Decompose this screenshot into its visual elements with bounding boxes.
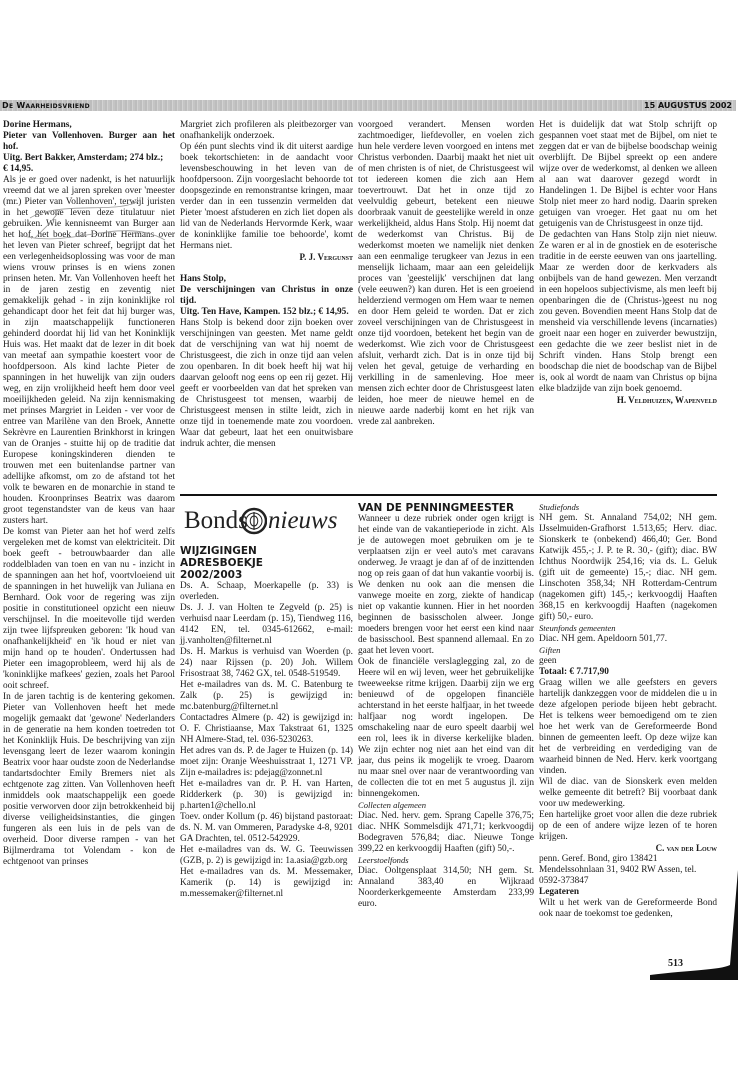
- logo-word-right: nieuws: [268, 507, 338, 534]
- fund-contributions: Diac. Ooltgensplaat 314,50; NH gem. St. Annaland 383,40 en Wijkraad Noorderkerkgemeente Amsterdam 233,99 euro.: [358, 866, 534, 909]
- publication-name: De Waarheidsvriend: [2, 101, 90, 110]
- column-2-top: [180, 120, 353, 450]
- address-change: Het e-mailadres van ds. M. Messemaker, Kamerik (p. 14) is gewijzigd in: m.messemaker@filternet.nl: [180, 867, 353, 899]
- fund-name: Giften: [539, 645, 561, 655]
- address-change: Het adres van ds. P. de Jager te Huizen (p. 14) moet zijn: Oranje Weeshuisstraat 1, 1271 VP. Zijn e-mailadres is: pdejag@zonnet.nl: [180, 746, 353, 778]
- address-change: Ds. A. Schaap, Moerkapelle (p. 33) is overleden.: [180, 581, 353, 602]
- review-title: De verschijningen van Christus in onze tijd.: [180, 285, 353, 306]
- paragraph: Wil de diac. van de Sionskerk even melden welke gemeente dit betreft? Bij voorbaat dank voor uw medewerking.: [539, 777, 717, 809]
- emblem-icon: [241, 507, 267, 535]
- treasurer-signature: C. van der Louw: [655, 843, 717, 853]
- review-signature: H. Veldhuizen, Wapenveld: [616, 395, 717, 405]
- fund-contributions: NH gem. St. Annaland 754,02; NH gem. IJsselmuiden-Grafhorst 1.513,65; Herv. diac. Sionskerk te (onbekend) 466,40; Ger. Bond Katwijk 455,-; J. P. te R. 30,- (gift); diac. BW Ichthus Noordwijk 254,16; via ds. L. Geluk (gift uit de gemeente) 15,-; diac. NH gem. Linschoten 358,34; NH Rotterdam-Centrum (nagekomen gift) 145,-; kerkvoogdij Haaften 368,15 en kerkvoogdij Haaften (nagekomen gift) 50,- euro.: [539, 513, 717, 622]
- paragraph: In de jaren tachtig is de kentering gekomen. Pieter van Vollenhoven heeft het mede mogelijk gemaakt dat 'gewone' Nederlanders in de generatie na hem konden toetreden tot het Koninklijk Huis. De beschrijving van zijn levensgang leert de lezer waarom koningin Beatrix voor haar oudste zoon de Nederlandse tandartsdochter Emily Bremers niet als echtgenote zag zitten. Van Vollenhoven heeft inmiddels ook maatschappelijk een goede positie verworven door zijn betrokkenheid bij diverse veiligheidsinstanties, die gingen fungeren als een luis in de pels van de overheid. Door diverse rampen - van het Bijlmerdrama tot Volendam - kon de echtgenoot van prinses: [3, 692, 175, 867]
- review-signature: P. J. Vergunst: [299, 252, 353, 262]
- section-heading: WIJZIGINGEN ADRESBOEKJE 2002/2003: [180, 545, 263, 581]
- fund-name: Leerstoelfonds: [358, 855, 409, 865]
- column-3-top: [358, 120, 534, 428]
- paragraph: Hans Stolp is bekend door zijn boeken over verschijningen van geesten. Met name geldt dat de verschijning van wat hij noemt de Christusgeest, die zich in onze tijd aan velen zou openbaren. In dit boek heeft hij wat hij daarvan gelooft nog eens op een rij gezet. Hij geeft er voorbeelden van dat het spreken van de Christusgeest tot mensen, waarbij de Christusgeest mensen in stilte leidt, zich in onze tijd in toenemende mate zou voordoen. Waar dat gebeurt, laat het een onuitwisbare indruk achter, die mensen: [180, 318, 353, 449]
- column-4-bottom: [539, 502, 717, 920]
- logo-word-left: Bonds: [184, 507, 248, 534]
- address-change: Het e-mailadres van dr. P. H. van Harten, Ridderkerk (p. 30) is gewijzigd in: p.harten1@chello.nl: [180, 779, 353, 811]
- paragraph: Een hartelijke groet voor allen die deze rubriek op de een of andere wijze lezen of te horen krijgen.: [539, 810, 717, 842]
- fund-contributions: geen: [539, 656, 557, 666]
- paragraph: voorgoed verandert. Mensen worden zachtmoediger, liefdevoller, en voelen zich hun hele verdere leven voorgoed en intens met Christus verbonden. Daarbij maakt het niet uit of men christen is of niet, de Christusgeest wil tot iedereen komen die zich aan Hem toevertrouwt. Dat het in onze tijd zo veelvuldig gebeurt, betekent een nieuwe doorbraak vanuit de geestelijke wereld in onze werkelijkheid, aldus Hans Stolp. Hij noemt dat de wederkomst van Christus. Bij de wederkomst moeten we namelijk niet denken aan een eenmalige terugkeer van Jezus in een menselijk lichaam, maar aan een geleidelijk proces van 'geestelijk' verschijnen dat lang (vele eeuwen?) kan duren. Het is een groeiend helderziend vermogen om Hem waar te nemen en door Hem geleid te worden. Dat er zich zoveel verschijningen van de Christusgeest in onze tijd voordoen, betekent het begin van de wederkomst. Wie zich voor de Christusgeest afsluit, verhardt zich. Dat is in onze tijd bij velen het geval, getuige de verharding en verkilling in de samenleving. Hoe meer mensen zich echter door de Christusgeest laten leiden, hoe meer de nieuwe hemel en de nieuwe aarde naderbij komt en het rijk van vrede zal aanbreken.: [358, 120, 534, 427]
- legaten-heading: Legateren: [539, 887, 580, 897]
- column-3-bottom: [358, 502, 534, 910]
- paragraph: Wilt u het werk van de Gereformeerde Bond ook naar de toekomst toe gedenken,: [539, 898, 717, 919]
- paragraph: Het is duidelijk dat wat Stolp schrijft op gespannen voet staat met de Bijbel, om niet te zeggen dat er van de bijbelse boodschap weinig overblijft. De Bijbel spreekt op een andere wijze over de wederkomst, al denken we alleen al aan wat daarover gezegd wordt in Handelingen 1. De Bijbel is echter voor Hans Stolp niet meer zo hard nodig. Daarin spreken getuigen van vroeger. Het gaat nu om het getuigenis van de Christusgeest in onze tijd.: [539, 120, 717, 229]
- fund-name: Studiefonds: [539, 502, 580, 512]
- address-change: Het e-mailadres van ds. M. C. Batenburg te Zalk (p. 25) is gewijzigd in: mc.batenburg@filternet.nl: [180, 680, 353, 712]
- paragraph: Margriet zich profileren als pleitbezorger van onafhankelijk onderzoek.: [180, 120, 353, 141]
- paragraph: Wanneer u deze rubriek onder ogen krijgt is het einde van de vakantieperiode in zicht. Als je de autowegen moet gebruiken om je te verplaatsen zijn er veel auto's met caravans onderweg. Je vraagt je dan af of de inzittenden nog op reis gaan of dat hun vakantie voorbij is. We denken nu ook aan die mensen die vanwege moeite en zorg, ziekte of handicap niet op vakantie kunnen. Hier in het noorden beginnen de basisscholen alweer. Jonge moeders brengen voor het eerst een kind naar de basisschool. Best spannend allemaal. En zo gaat het leven voort.: [358, 514, 534, 656]
- paragraph: Als je er goed over nadenkt, is het natuurlijk vreemd dat we al jaren spreken over 'meester (mr.) Pieter van Vollenhoven', terwijl juristen in het gewone leven deze titulatuur niet gebruiken. Wie kennisneemt van Burger aan het hof, het boek dat Dorine Hermans over het leven van Pieter schreef, begrijpt dat het een verlegenheidsoplossing was voor de man wiens vrouw prinses is en wiens zonen prinsen heten. Mr. Van Vollenhoven heeft het in de jaren zestig en zeventig niet gemakkelijk gehad - in zijn koninklijke rol gehandicapt door het feit dat hij burger was, in zijn maatschappelijk functioneren gehinderd doordat hij lid van het Koninklijk Huis was. Het maakt dat de lezer in dit boek van meetaf aan sympathie koestert voor de hoofdpersoon. Als kind lachte Pieter de spanningen in het huwelijk van zijn ouders weg, en zijn vrolijkheid heeft hem door veel moeilijkheden geleid. Na zijn kennismaking met prinses Margriet in Leiden - ver voor de entree van Marilène van den Broek, Annette Sekrèvre en Laurentien Brinkhorst in kringen van de Oranjes - stuitte hij op de traditie dat Europese koningskinderen dienden te trouwen met een buitenlandse partner van adellijke afkomst, om zo de afstand tot het volk te bewaren en de monarchie in stand te houden. Kroonprinses Beatrix was daarom groot tegenstandster van de keus van haar zusters hart.: [3, 175, 175, 526]
- column-1: [3, 120, 175, 868]
- fund-name: Collecten algemeen: [358, 800, 427, 810]
- page-curl-shadow: [650, 870, 738, 980]
- fund-contributions: Diac. NH gem. Apeldoorn 501,77.: [539, 634, 668, 644]
- section-divider: [180, 494, 717, 496]
- address-change: Contactadres Almere (p. 42) is gewijzigd in: O. F. Christiaanse, Max Takstraat 61, 1325 NH Almere-Stad, tel. 036-5230263.: [180, 713, 353, 745]
- address-change: Ds. J. J. van Holten te Zegveld (p. 25) is verhuisd naar Leerdam (p. 15), Tiendweg 116, 4142 EN, tel. 0345-612662, e-mail: jj.vanholten@filternet.nl: [180, 603, 353, 646]
- fund-name: Steunfonds gemeenten: [539, 623, 616, 633]
- review-author: Hans Stolp,: [180, 274, 226, 284]
- fund-contributions: Diac. Ned. herv. gem. Sprang Capelle 376,75; diac. NHK Sommelsdijk 471,71; kerkvoogdij Bodegraven 576,84; diac. Nieuwe Tonge 399,22 en kerkvoogdij Haaften (gift) 50,-.: [358, 811, 534, 854]
- paragraph: Graag willen we alle geefsters en gevers hartelijk dankzeggen voor de middelen die u in deze afgelopen periode bijeen hebt gebracht. Het is telkens weer bemoedigend om te zien hoe het werk van de Gereformeerde Bond binnen de gemeenten leeft. Op deze wijze kan het de verbreiding en verdediging van de waarheid binnen de Ned. Herv. kerk voortgang vinden.: [539, 678, 717, 776]
- address-change: Toev. onder Kollum (p. 46) bijstand pastoraat: ds. N. M. van Ommeren, Paradyske 4-8, 9201 GA Drachten, tel. 0512-542929.: [180, 812, 353, 844]
- treasurer-contact: penn. Geref. Bond, giro 138421 Mendelssohnlaan 31, 9402 RW Assen, tel. 0592-373847: [539, 854, 697, 886]
- page-number: 513: [668, 958, 683, 969]
- column-4-top: [539, 120, 717, 406]
- paragraph: Op één punt slechts vind ik dit uiterst aardige boek tekortschieten: in de aandacht voor levensbeschouwing in het leven van de hoofdpersoon. Zijn voorgeslacht behoorde tot doopsgezinde en remonstrantse kringen, maar verder dan in een tussenzin vermelden dat Pieter 'moest afstuderen en zich liet dopen als lid van de Nederlands Hervormde Kerk, waar de koninklijke familie toe behoorde', komt Hermans niet.: [180, 142, 353, 251]
- review-author: Dorine Hermans,: [3, 120, 72, 130]
- running-header: [0, 100, 736, 111]
- review-price: € 14,95.: [3, 164, 34, 174]
- total-amount: Totaal: € 7.717,90: [539, 667, 609, 677]
- bondsnieuws-logo: [182, 505, 342, 537]
- column-2-bottom: [180, 545, 353, 900]
- section-heading: VAN DE PENNINGMEESTER: [358, 502, 515, 514]
- issue-date: 15 AUGUSTUS 2002: [644, 101, 732, 110]
- paragraph: Ook de financiële verslaglegging zal, zo de Heere wil en wij leven, weer het gebruikelijke tweeweekse ritme krijgen. Daarbij zijn we erg benieuwd of de opgelopen financiële achterstand in het eerste halfjaar, in het tweede halfjaar nog wordt ingelopen. De omschakeling naar de euro speelt daarbij wel een rol, lees ik in diverse kerkelijke bladen. We zijn echter nog niet aan het eind van dit jaar, dus peins ik mogelijk te vroeg. Daarom nu maar snel over naar de verantwoording van de collecten die tot en met 5 augustus jl. zijn binnengekomen.: [358, 657, 534, 799]
- review-title: Pieter van Vollenhoven. Burger aan het hof.: [3, 131, 175, 152]
- review-publisher: Uitg. Bert Bakker, Amsterdam; 274 blz.;: [3, 153, 164, 163]
- address-change: Ds. H. Markus is verhuisd van Woerden (p. 24) naar Rijssen (p. 20) Joh. Willem Frisostraat 38, 7462 GX, tel. 0548-519549.: [180, 647, 353, 679]
- review-publisher: Uitg. Ten Have, Kampen. 152 blz.; € 14,95.: [180, 307, 349, 317]
- address-change: Het e-mailadres van ds. W. G. Teeuwissen (GZB, p. 2) is gewijzigd in: 1a.asia@gzb.org: [180, 845, 353, 866]
- paragraph: De gedachten van Hans Stolp zijn niet nieuw. Ze waren er al in de gnostiek en de esoterische traditie in de eerste eeuwen van ons jaartelling. Maar ze werden door de kerkvaders als onbijbels van de hand gewezen. Men verzandt in een hopeloos subjectivisme, als men leeft bij openbaringen die de (Christus-)geest nu nog zou geven. Bovendien meent Hans Stolp dat de mensheid via verschillende levens (incarnaties) groeit naar een hoger en zuiverder bewustzijn, een gedachte die we zeer beslist niet in de Schrift vinden. Hans Stolp brengt een boodschap die niet de boodschap van de Bijbel is, ook al wordt de naam van Christus op bijna elke bladzijde van zijn boek genoemd.: [539, 230, 717, 394]
- paragraph: De komst van Pieter aan het hof werd zelfs vergeleken met de komst van elektriciteit. Dit boek geeft - betrouwbaarder dan alle roddelbladen van toen en van nu - inzicht in de spanningen aan het hof, voortvloeiend uit de spanningen in het huwelijk van Juliana en Bernhard. Ook voor de regering was zijn positie in constitutioneel opzicht een nieuw verschijnsel. In die moeitevolle tijd werden zijn twee lijfspreuken geboren: 'Ik houd van onafhankelijkheid' en 'ik houd er niet van mijn hand op te houden'. Ondertussen had Pieter een imagoprobleem, werd hij als de 'koninklijke mafkees' gezien, zoals het Parool ooit schreef.: [3, 527, 175, 691]
